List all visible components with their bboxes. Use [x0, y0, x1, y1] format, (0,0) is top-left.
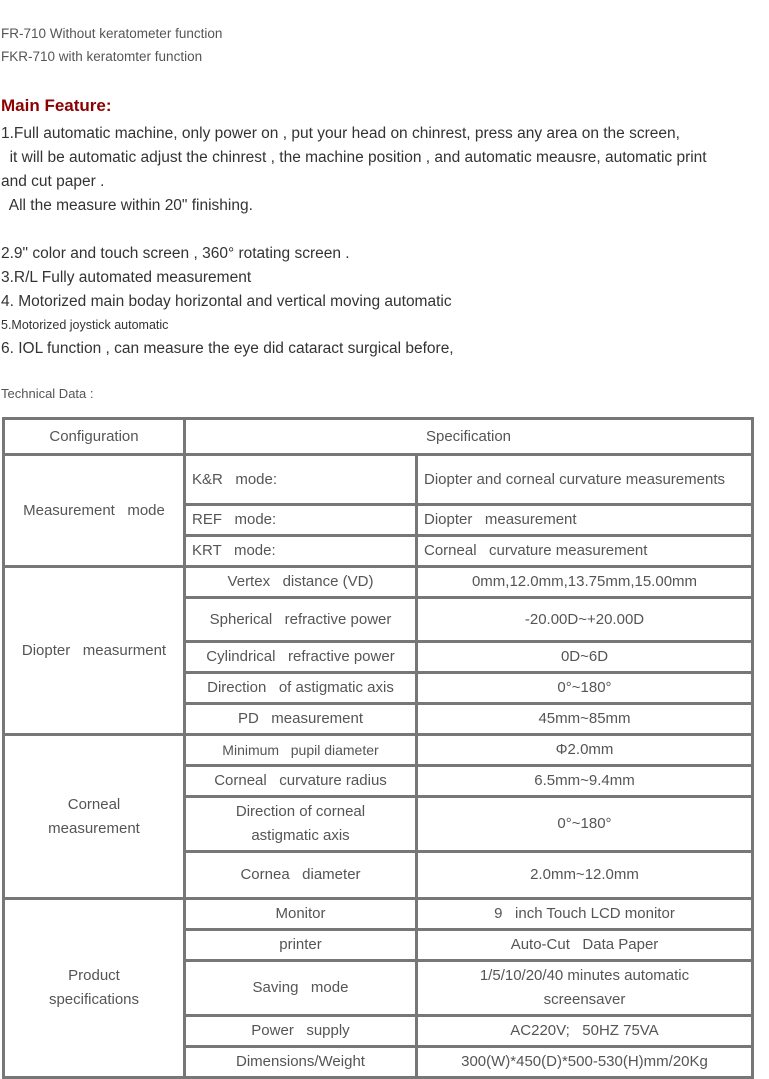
spec-value: AC220V; 50HZ 75VA: [417, 1016, 753, 1047]
spec-name: Spherical refractive power: [185, 598, 417, 642]
spec-name: REF mode:: [185, 505, 417, 536]
header-specification: Specification: [185, 419, 753, 455]
spec-value: 0°~180°: [417, 673, 753, 704]
spec-name: Direction of corneal astigmatic axis: [185, 797, 417, 852]
spec-name: Saving mode: [185, 961, 417, 1016]
spec-name: Monitor: [185, 899, 417, 930]
table-row: [4, 899, 753, 930]
spec-value: Diopter and corneal curvature measurements: [417, 455, 753, 505]
model-fkr710: FKR-710 with keratomter function: [1, 49, 203, 64]
spec-value: 0°~180°: [417, 797, 753, 852]
spec-name: Minimum pupil diameter: [185, 735, 417, 766]
feature-line: 3.R/L Fully automated measurement: [1, 269, 252, 286]
spec-name: PD measurement: [185, 704, 417, 735]
spec-name: K&R mode:: [185, 455, 417, 505]
spec-table: [2, 417, 754, 1079]
group-diopter-measurement: Diopter measurment: [4, 567, 185, 735]
feature-line: 1.Full automatic machine, only power on , put your head on chinrest, press any area on the screen,: [1, 125, 680, 142]
spec-value: 0mm,12.0mm,13.75mm,15.00mm: [417, 567, 753, 598]
spec-name: Cylindrical refractive power: [185, 642, 417, 673]
spec-value: 45mm~85mm: [417, 704, 753, 735]
feature-line: 2.9" color and touch screen , 360° rotating screen .: [1, 245, 350, 262]
feature-line: 6. IOL function , can measure the eye did cataract surgical before,: [1, 340, 454, 357]
feature-line: and cut paper .: [1, 173, 105, 190]
spec-value: 1/5/10/20/40 minutes automatic screensaver: [417, 961, 753, 1016]
spec-value: Auto-Cut Data Paper: [417, 930, 753, 961]
main-feature-title: Main Feature:: [1, 96, 112, 115]
spec-value: 6.5mm~9.4mm: [417, 766, 753, 797]
spec-value: 2.0mm~12.0mm: [417, 852, 753, 899]
spec-name: KRT mode:: [185, 536, 417, 567]
group-measurement-mode: Measurement mode: [4, 455, 185, 567]
model-fr710: FR-710 Without keratometer function: [1, 26, 223, 41]
spec-name: Power supply: [185, 1016, 417, 1047]
spec-value: 0D~6D: [417, 642, 753, 673]
feature-line: All the measure within 20" finishing.: [1, 197, 253, 214]
header-configuration: Configuration: [4, 419, 185, 455]
feature-line: 4. Motorized main boday horizontal and vertical moving automatic: [1, 293, 452, 310]
table-header-row: [4, 419, 753, 455]
technical-data-title: Technical Data :: [1, 386, 94, 401]
table-row: [4, 735, 753, 766]
group-product-specifications: Product specifications: [4, 899, 185, 1078]
spec-value: 300(W)*450(D)*500-530(H)mm/20Kg: [417, 1047, 753, 1078]
feature-line: it will be automatic adjust the chinrest , the machine position , and automatic meausre, automatic print: [1, 149, 707, 166]
table-row: [4, 455, 753, 505]
spec-value: 9 inch Touch LCD monitor: [417, 899, 753, 930]
spec-value: -20.00D~+20.00D: [417, 598, 753, 642]
group-corneal-measurement: Corneal measurement: [4, 735, 185, 899]
spec-name: printer: [185, 930, 417, 961]
spec-value: Diopter measurement: [417, 505, 753, 536]
spec-name: Dimensions/Weight: [185, 1047, 417, 1078]
table-row: [4, 567, 753, 598]
feature-line: 5.Motorized joystick automatic: [1, 318, 169, 332]
spec-value: Corneal curvature measurement: [417, 536, 753, 567]
spec-name: Direction of astigmatic axis: [185, 673, 417, 704]
spec-name: Vertex distance (VD): [185, 567, 417, 598]
spec-name: Cornea diameter: [185, 852, 417, 899]
spec-value: Φ2.0mm: [417, 735, 753, 766]
spec-name: Corneal curvature radius: [185, 766, 417, 797]
